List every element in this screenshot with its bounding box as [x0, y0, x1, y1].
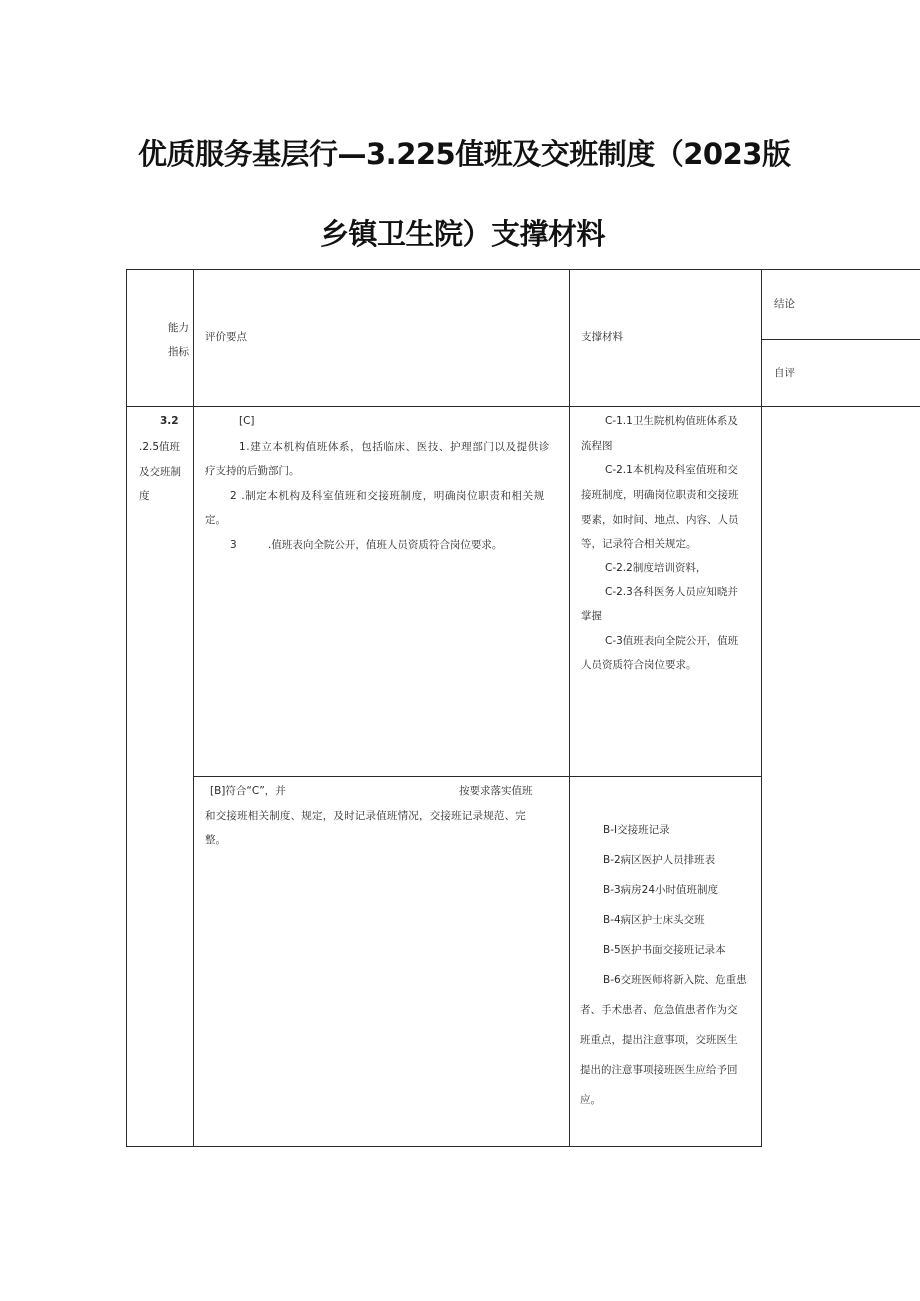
level-b-line3: 整。 [205, 834, 226, 846]
level-c-item3-text: .值班表向全院公开，值班人员资质符合岗位要求。 [268, 539, 503, 551]
material-line: 接班制度，明确岗位职责和交接班 [581, 489, 739, 501]
level-c-item3-number: 3 [230, 539, 237, 551]
material-line: 等，记录符合相关规定。 [581, 538, 697, 550]
ability-index-line2: .2.5值班 [139, 441, 181, 453]
grid-line-left [126, 269, 127, 1147]
level-b-line1-start: [B]符合“C”，并 [210, 785, 286, 797]
material-line: C-2.2制度培训资料， [605, 562, 707, 574]
header-conclusion: 结论 [774, 298, 795, 310]
material-line: 应。 [580, 1094, 601, 1106]
ability-index-line1: 3.2 [160, 415, 179, 427]
material-line: 提出的注意事项接班医生应给予回 [580, 1064, 738, 1076]
level-c-item2-line2: 定。 [205, 514, 226, 526]
level-b-line2: 和交接班相关制度、规定，及时记录值班情况，交接班记录规范、完 [205, 810, 526, 822]
material-line: B-5医护书面交接班记录本 [603, 944, 726, 956]
header-materials: 支撑材料 [581, 331, 623, 343]
grid-line-col1 [193, 269, 194, 1147]
material-line: C-3值班表向全院公开，值班 [605, 635, 739, 647]
material-line: B-4病区护士床头交班 [603, 914, 705, 926]
ability-index-line3: 及交班制 [139, 466, 181, 478]
grid-line-bottom [126, 1146, 762, 1147]
material-line: 掌握 [581, 610, 602, 622]
grid-line-header-bottom [126, 406, 920, 407]
level-b-line1-end: 按要求落实值班 [459, 785, 533, 797]
material-line: B-6交班医师将新入院、危重患 [603, 974, 747, 986]
header-ability-line2: 指标 [168, 346, 189, 358]
grid-line-c-b-divider [193, 776, 762, 777]
material-line: 流程图 [581, 440, 613, 452]
material-line: B-I交接班记录 [603, 824, 670, 836]
grid-line-top [126, 269, 920, 270]
grid-line-conclusion [761, 339, 920, 340]
header-ability-line1: 能力 [168, 322, 189, 334]
material-line: 人员资质符合岗位要求。 [581, 659, 697, 671]
document-title-line1: 优质服务基层行—3.225值班及交班制度（2023版 [138, 137, 791, 171]
material-line: 班重点，提出注意事项，交班医生 [580, 1034, 738, 1046]
material-line: 者、手术患者、危急值患者作为交 [580, 1004, 738, 1016]
material-line: C-1.1卫生院机构值班体系及 [605, 415, 738, 427]
document-title-line2: 乡镇卫生院）支撑材料 [320, 217, 606, 251]
level-c-item1-line1: 1.建立本机构值班体系，包括临床、医技、护理部门以及提供诊 [239, 441, 550, 453]
grid-line-col3 [761, 269, 762, 1147]
header-self-eval: 自评 [774, 367, 795, 379]
header-criteria: 评价要点 [205, 331, 247, 343]
material-line: C-2.1本机构及科室值班和交 [605, 464, 738, 476]
material-line: 要素，如时间、地点、内容、人员 [581, 514, 739, 526]
material-line: B-3病房24小时值班制度 [603, 884, 719, 896]
material-line: C-2.3各科医务人员应知晓并 [605, 586, 738, 598]
level-c-label: [C] [239, 415, 255, 427]
ability-index-line4: 度 [139, 490, 150, 502]
material-line: B-2病区医护人员排班表 [603, 854, 716, 866]
grid-line-col2 [569, 269, 570, 1147]
level-c-item1-line2: 疗支持的后勤部门。 [205, 465, 300, 477]
level-c-item2-line1: 2 .制定本机构及科室值班和交接班制度，明确岗位职责和相关规 [230, 490, 545, 502]
